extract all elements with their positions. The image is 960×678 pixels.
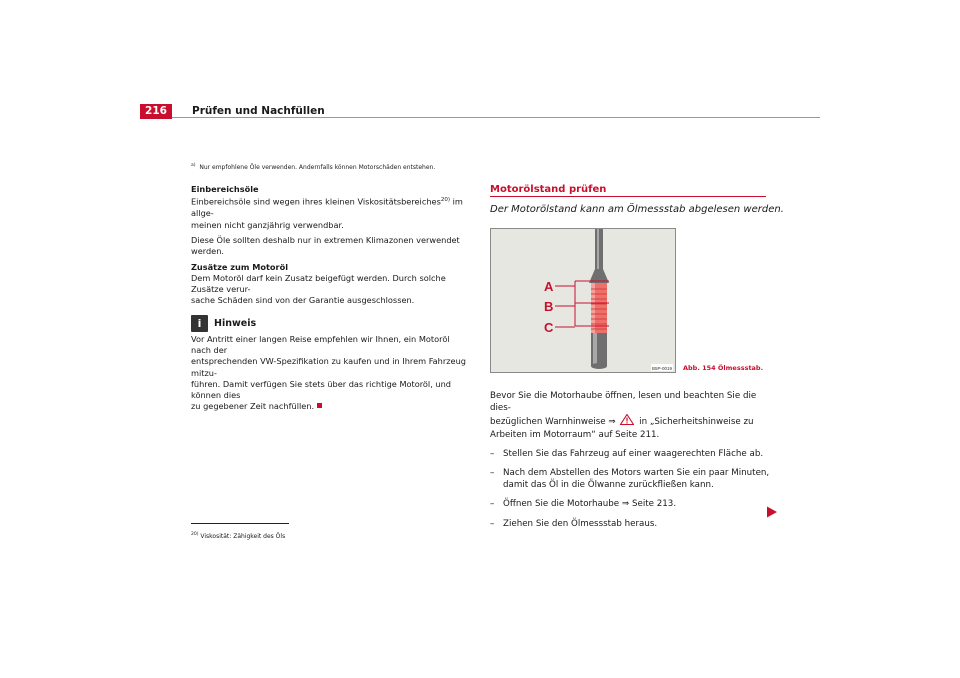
label-a: A [544, 279, 554, 294]
warning-paragraph [490, 390, 772, 441]
step-line: Öffnen Sie die Motorhaube ⇒ Seite 213. [503, 499, 677, 510]
end-marker-icon [317, 403, 322, 408]
page-title: Prüfen und Nachfüllen [192, 105, 325, 117]
footnote-ref: 20) [440, 197, 450, 204]
step-dash: – [490, 468, 495, 479]
reference-arrow-icon: ⇒ [608, 417, 616, 428]
hinweis-header [191, 315, 471, 332]
label-b: B [544, 299, 554, 314]
step-item [490, 518, 772, 530]
hinweis-text: entsprechenden VW-Spezifikation zu kaufen und in Ihrem Fahrzeug mitzu- [191, 356, 466, 378]
continue-arrow-icon [766, 506, 778, 518]
zusatz-heading: Zusätze zum Motoröl [191, 261, 289, 272]
hinweis-text: Vor Antritt einer langen Reise empfehlen wir Ihnen, ein Motoröl nach der [191, 333, 450, 355]
paragraph-text: Bevor Sie die Motorhaube öffnen, lesen und beachten Sie die dies- [490, 391, 757, 414]
step-text [503, 498, 676, 510]
zusatz-text: Dem Motoröl darf kein Zusatz beigefügt werden. Durch solche Zusätze verur- [191, 272, 446, 295]
warning-triangle-icon [620, 414, 634, 425]
einbereich-paragraph [191, 195, 471, 231]
hinweis-text: führen. Damit verfügen Sie stets über das richtige Motoröl, und können dies [191, 378, 451, 401]
footnote-mark: a) [191, 163, 196, 168]
right-column-body [490, 390, 772, 537]
step-text [503, 518, 657, 530]
step-item [490, 448, 772, 460]
step-dash: – [490, 448, 495, 459]
step-text [503, 467, 769, 491]
hinweis-paragraph [191, 334, 471, 413]
left-column [191, 184, 471, 413]
step-line: damit das Öl in die Ölwanne zurückfließen kann. [503, 480, 714, 491]
label-c: C [544, 320, 554, 335]
step-line: Nach dem Abstellen des Motors warten Sie ein paar Minuten, [503, 468, 770, 479]
dipstick-figure [490, 228, 676, 373]
section-title: Motorölstand prüfen [490, 184, 607, 195]
einbereich-text: meinen nicht ganzjährig verwendbar. [191, 219, 344, 230]
step-line: Ziehen Sie den Ölmessstab heraus. [503, 518, 658, 529]
footnote-top [191, 161, 435, 172]
footnote-rule [191, 523, 289, 524]
step-text [503, 448, 763, 460]
page-number: 216 [140, 104, 172, 119]
footnote-mark: 20) [191, 532, 199, 537]
footnote-text: Nur empfohlene Öle verwenden. Andernfalls können Motorschäden entstehen. [199, 164, 436, 171]
hinweis-label: Hinweis [214, 317, 257, 329]
step-dash: – [490, 518, 495, 529]
note-icon: i [191, 315, 208, 332]
section-rule [490, 196, 766, 197]
paragraph-text: in „Sicherheitshinweise zu [636, 417, 754, 428]
section-intro: Der Motorölstand kann am Ölmessstab abgelesen werden. [490, 204, 784, 215]
step-line: Stellen Sie das Fahrzeug auf einer waagerechten Fläche ab. [503, 448, 764, 459]
einbereich-heading: Einbereichsöle [191, 184, 259, 194]
footnote-bottom [191, 530, 285, 541]
header-rule [172, 117, 820, 118]
einbereich-text: im allge- [191, 197, 463, 219]
paragraph-text: bezüglichen Warnhinweise [490, 417, 609, 428]
step-item [490, 467, 772, 491]
paragraph-text: Arbeiten im Motorraum“ auf Seite 211. [490, 429, 660, 440]
hinweis-text: zu gegebener Zeit nachfüllen. [191, 401, 315, 412]
step-dash: – [490, 499, 495, 510]
step-item [490, 498, 772, 510]
zusatz-text: sache Schäden sind von der Garantie ausgeschlossen. [191, 295, 415, 306]
footnote-text: Viskosität: Zähigkeit des Öls [200, 533, 286, 540]
figure-code: B5P-0019 [652, 366, 673, 371]
einbereich-text: Einbereichsöle sind wegen ihres kleinen Viskositätsbereiches [191, 197, 441, 208]
einbereich-paragraph-2: Diese Öle sollten deshalb nur in extremen Klimazonen verwendet werden. [191, 234, 460, 257]
figure-caption: Abb. 154 Ölmessstab. [683, 364, 764, 372]
dipstick-illustration [491, 229, 675, 372]
zusatz-paragraph [191, 273, 471, 307]
